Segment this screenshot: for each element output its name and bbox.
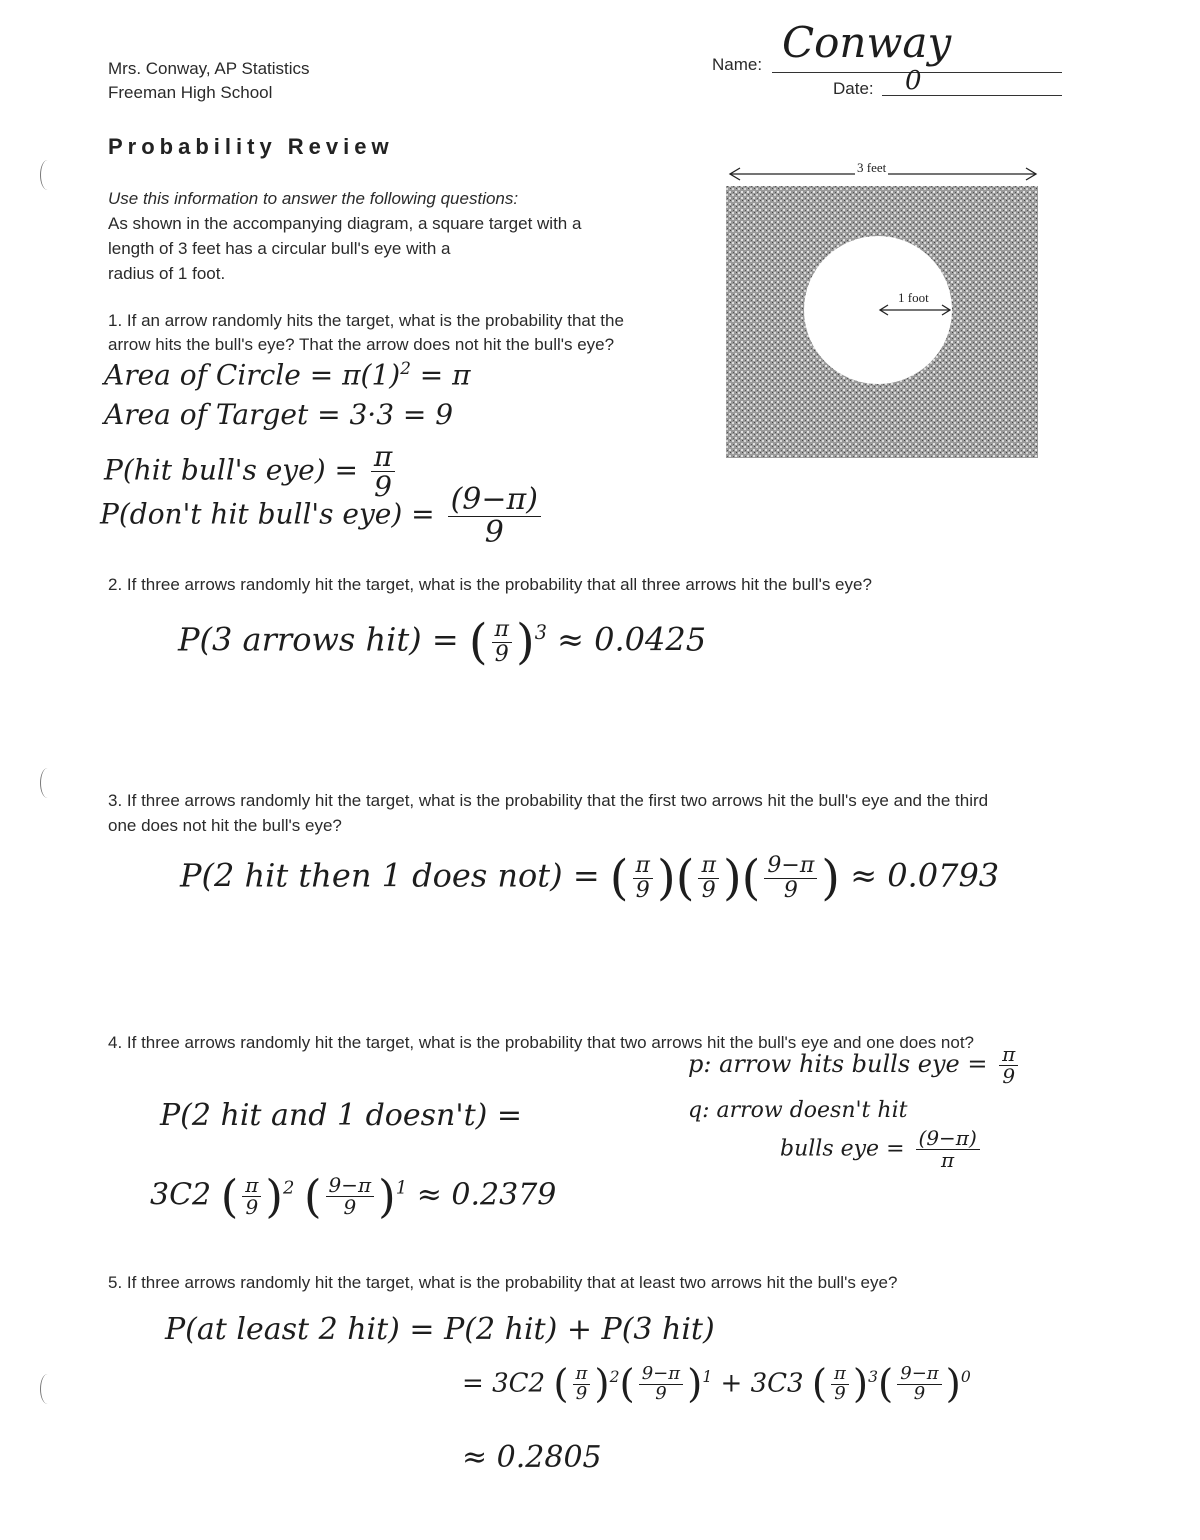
side-length-label: 3 feet [857, 160, 887, 175]
q4-comb: 3C2 [150, 1177, 212, 1213]
q3-frac-1 [633, 854, 653, 901]
q1-a1-right: = π [419, 358, 471, 392]
q4-f1-exp: 2 [282, 1177, 295, 1199]
q5-plus: + [720, 1368, 743, 1399]
q5-d-den: 9 [913, 1383, 926, 1404]
q4-answer-label: P(2 hit and 1 doesn't) = [160, 1098, 523, 1133]
q5-comb-2: 3C3 [750, 1368, 804, 1399]
q2-exp: 3 [534, 620, 547, 644]
intro-line-1: As shown in the accompanying diagram, a square target with a [108, 214, 582, 233]
q5-result: ≈ 0.2805 [462, 1440, 602, 1475]
q5-d-num: 9−π [897, 1365, 941, 1385]
q4-q-def-line-1: q: arrow doesn't hit [688, 1098, 908, 1123]
q4-p-den: 9 [1002, 1064, 1016, 1088]
q5-frac-d [897, 1365, 941, 1404]
q5-frac-c [831, 1365, 849, 1404]
q4-f1-num: π [242, 1175, 261, 1197]
q1-a4-fraction [448, 484, 541, 548]
q4-q-definition [780, 1128, 984, 1171]
q4-q-fraction [916, 1128, 980, 1171]
q4-text: 4. If three arrows randomly hit the target, what is the probability that two arrows hit the bull's eye and one does not? [108, 1033, 974, 1052]
q5-b-den: 9 [655, 1383, 667, 1404]
q3-f3-den: 9 [783, 877, 798, 903]
q3-f2-num: π [698, 854, 718, 878]
q5-c-den: 9 [834, 1383, 846, 1404]
q5-c-num: π [831, 1365, 849, 1385]
q5-b-num: 9−π [639, 1365, 683, 1385]
q4-f2-num: 9−π [326, 1175, 375, 1197]
q1-a4-den: 9 [484, 514, 504, 550]
q5-text: 5. If three arrows randomly hit the target, what is the probability that at least two arrows hit the bull's eye? [108, 1273, 898, 1292]
teacher-line: Mrs. Conway, AP Statistics [108, 59, 310, 78]
date-label: Date: [833, 79, 874, 98]
q5-d-exp: 0 [960, 1367, 971, 1386]
q1-answer-p-miss [100, 484, 545, 548]
q5-a-num: π [573, 1365, 591, 1385]
q1-line-2: arrow hits the bull's eye? That the arrow does not hit the bull's eye? [108, 335, 615, 354]
q4-result: ≈ 0.2379 [416, 1177, 557, 1213]
q3-f1-num: π [633, 854, 653, 878]
q5-line-1 [165, 1312, 715, 1347]
q4-q-def-2: bulls eye = [780, 1136, 905, 1162]
q4-p-num: π [999, 1044, 1018, 1066]
q3-f1-den: 9 [635, 877, 650, 903]
q4-f1-den: 9 [245, 1195, 259, 1219]
q4-p-definition [688, 1044, 1022, 1087]
q4-f2-exp: 1 [395, 1177, 408, 1199]
name-label: Name: [712, 55, 763, 74]
q5-frac-a [573, 1365, 591, 1404]
radius-label: 1 foot [898, 290, 929, 305]
q3-frac-2 [698, 854, 718, 901]
q2-result: ≈ 0.0425 [557, 620, 707, 659]
q2-ans-left: P(3 arrows hit) = [178, 620, 459, 659]
q4-frac-1 [242, 1175, 261, 1218]
date-value: 0 [905, 66, 922, 96]
q2-den: 9 [494, 641, 509, 667]
q5-line-2: = 3C2 ( $\frac{\pi}{9}$ )$^2$( $\frac{9-\pi}{9}$ )$^1$ + 3C3 ( $\frac{\pi}{9}$ )$^3$( $\frac{9-\pi}{9}$ )$^0$ [462, 1362, 971, 1407]
q5-a-exp: 2 [609, 1367, 620, 1386]
intro-line-2: length of 3 feet has a circular bull's eye with a [108, 239, 451, 258]
q5-l2-eq: = [462, 1368, 484, 1399]
q2-fraction [492, 618, 512, 665]
q1-answer-area-circle [104, 358, 471, 391]
q2-answer: P(3 arrows hit) = ( $\frac{\pi}{9}$ )$^3$ ≈ 0.0425 [178, 614, 707, 670]
intro-line-3: radius of 1 foot. [108, 264, 226, 283]
q5-comb-1: 3C2 [492, 1368, 546, 1399]
q4-p-fraction [999, 1044, 1018, 1087]
name-signature: Conway [782, 18, 952, 67]
hole-punch-mark-bottom [40, 1374, 55, 1404]
q4-p-def: p: arrow hits bulls eye = [688, 1050, 988, 1078]
q2-text: 2. If three arrows randomly hit the target, what is the probability that all three arrows hit the bull's eye? [108, 575, 872, 594]
q4-answer: 3C2 ( $\frac{\pi}{9}$ )$^2$ ( $\frac{9-\pi}{9}$ )$^1$ ≈ 0.2379 [150, 1170, 557, 1223]
q3-line-2: one does not hit the bull's eye? [108, 816, 342, 835]
q1-line-1: 1. If an arrow randomly hits the target, what is the probability that the [108, 311, 624, 330]
q1-a1-left: Area of Circle = π(1) [104, 358, 401, 392]
q4-q-den: π [941, 1148, 955, 1172]
q1-a1-exp: 2 [400, 358, 411, 378]
q3-frac-3 [764, 854, 817, 901]
q1-answer-area-target: Area of Target = 3·3 = 9 [104, 398, 454, 431]
hole-punch-mark-top [40, 160, 55, 190]
q5-frac-b [639, 1365, 683, 1404]
q3-result: ≈ 0.0793 [850, 856, 1000, 895]
q3-f3-num: 9−π [764, 854, 817, 878]
q5-l1-right: P(2 hit) + P(3 hit) [444, 1312, 715, 1347]
school-line: Freeman High School [108, 83, 273, 102]
q1-a3-left: P(hit bull's eye) = [104, 453, 358, 487]
q3-ans-left: P(2 hit then 1 does not) = [180, 856, 600, 895]
q4-f2-den: 9 [343, 1195, 357, 1219]
target-diagram [720, 158, 1050, 468]
q3-line-1: 3. If three arrows randomly hit the target, what is the probability that the first two arrows hit the bull's eye and the third [108, 791, 989, 810]
q1-a3-den: 9 [374, 470, 392, 504]
page-title: Probability Review [108, 134, 394, 159]
intro-instruction: Use this information to answer the following questions: [108, 189, 519, 208]
q2-num: π [492, 618, 512, 642]
q1-a4-left: P(don't hit bull's eye) = [100, 497, 435, 531]
q3-f2-den: 9 [701, 877, 716, 903]
q4-q-num: (9−π) [916, 1128, 980, 1150]
q1-a4-num: (9−π) [448, 484, 541, 517]
q4-frac-2 [326, 1175, 375, 1218]
q1-a3-num: π [371, 442, 395, 472]
q3-answer: P(2 hit then 1 does not) = ( $\frac{\pi}{9}$ )( $\frac{\pi}{9}$ )( $\frac{9-\pi}{9}$ ) ≈ 0.0793 [180, 850, 1000, 906]
hole-punch-mark-middle [40, 768, 55, 798]
q5-a-den: 9 [575, 1383, 588, 1404]
q5-b-exp: 1 [702, 1367, 713, 1386]
q5-c-exp: 3 [868, 1367, 879, 1386]
q5-l1-left: P(at least 2 hit) = [165, 1312, 435, 1347]
